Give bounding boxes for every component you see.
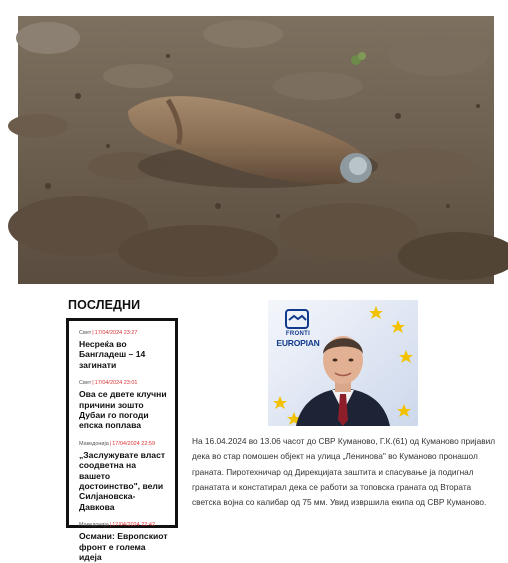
news-date: 17/04/2024 23:01	[94, 380, 138, 387]
news-headline-link[interactable]: Несреќа во Бангладеш – 14 загинати	[79, 339, 146, 370]
news-item[interactable]	[79, 521, 169, 562]
portrait-photo	[268, 300, 418, 426]
news-item[interactable]	[79, 379, 169, 431]
news-category[interactable]: Свет	[79, 380, 92, 387]
news-category[interactable]: Свет	[79, 330, 92, 336]
latest-news-list	[66, 318, 178, 563]
news-date: 17/04/2024 22:42	[112, 522, 156, 529]
news-headline-link[interactable]: „Заслужувате власт соодветна на вашето достоинство", вели Силјановска-Давкова	[79, 449, 166, 512]
shell-in-soil-photo	[18, 16, 494, 284]
news-category[interactable]: Македонија	[79, 522, 109, 529]
news-date: 17/04/2024 22:59	[112, 440, 156, 447]
news-item[interactable]	[79, 329, 169, 370]
news-meta: Македонија|17/04/2024 22:59	[79, 440, 156, 447]
news-headline-link[interactable]: Ова се двете клучни причини зошто Дубаи го погоди епска поплава	[79, 389, 167, 431]
news-meta: Свет|17/04/2024 23:01	[79, 380, 138, 387]
news-date: 17/04/2024 23:27	[94, 330, 138, 336]
latest-news-title: ПОСЛЕДНИ	[68, 298, 141, 312]
article-hero-image	[18, 16, 494, 284]
news-item[interactable]	[79, 440, 169, 512]
news-category[interactable]: Македонија	[79, 440, 109, 447]
article-body-text: На 16.04.2024 во 13.06 часот до СВР Куманово, Г.К.(61) од Куманово пријавил дека во стар помошен објект на улица „Ленинова" во Куманово пронашол граната. Пиротехничар од Дирекцијата заштита и спасување ја подигнал гранатата и констатирал дека се работи за топовска граната од Втората светска војна со калибар од 75 мм. Увид извршила екипа од СВР Куманово.	[192, 436, 496, 508]
party-logo-text: FRONTI	[285, 331, 311, 337]
news-meta: Македонија|17/04/2024 22:42	[79, 522, 156, 529]
news-meta: Свет|17/04/2024 23:27	[79, 330, 138, 336]
news-headline-link[interactable]: Османи: Европскиот фронт е голема идеја	[79, 531, 168, 563]
latest-news-sidebar	[66, 296, 178, 563]
politician-portrait-image	[268, 300, 418, 426]
party-logo-text: EUROPIAN	[276, 338, 320, 348]
